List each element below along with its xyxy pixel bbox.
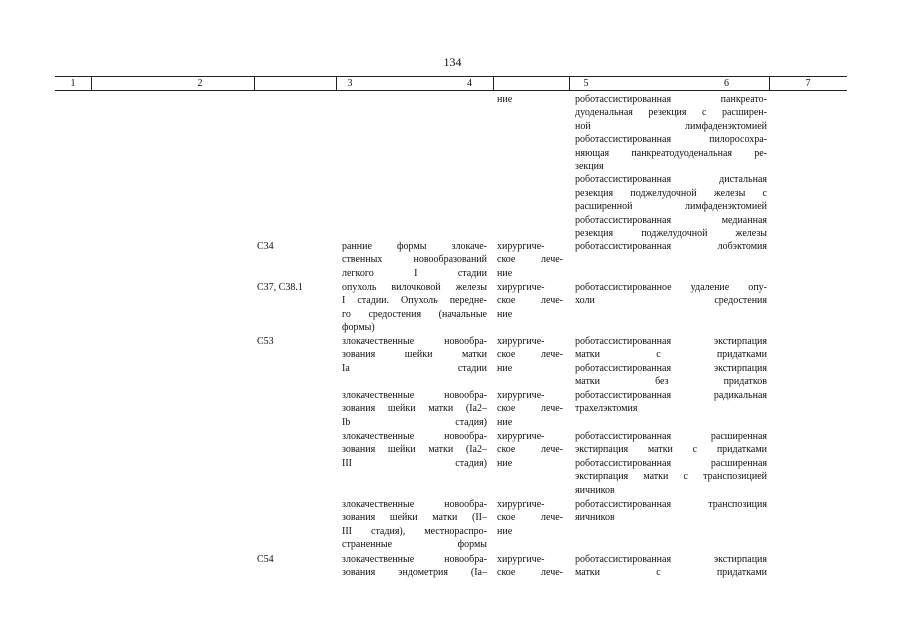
- header-col-3: 3: [347, 78, 353, 89]
- header-divider: [91, 76, 92, 90]
- cell-treatment: хирургиче- ское лече- ние: [497, 499, 563, 537]
- cell-method: роботассистированное удаление опу- холи средостения: [575, 282, 767, 307]
- cell-diagnosis: злокачественные новообра- зования шейки матки (Ia2– III стадия): [342, 431, 487, 469]
- cell-treatment: хирургиче- ское лече-: [497, 554, 563, 579]
- cell-method: роботассистированная радикальная трахелэктомия: [575, 390, 767, 415]
- header-col-4: 4: [467, 78, 472, 89]
- header-col-1: 1: [70, 78, 76, 89]
- cell-diagnosis: злокачественные новообра- зования шейки матки Ia стадии: [342, 336, 487, 374]
- header-divider: [769, 76, 770, 90]
- cell-icd-code: C37, C38.1: [257, 282, 303, 293]
- cell-icd-code: C53: [257, 336, 274, 347]
- cell-diagnosis: злокачественные новообра- зования шейки матки (Ia2– Ib стадия): [342, 390, 487, 428]
- header-divider: [493, 76, 494, 90]
- page-number: 134: [443, 55, 462, 69]
- header-divider: [254, 76, 255, 90]
- cell-treatment: хирургиче- ское лече- ние: [497, 336, 563, 374]
- cell-treatment: хирургиче- ское лече- ние: [497, 241, 563, 279]
- cell-method: роботассистированная панкреато- дуоденальная резекция с расширен- ной лимфаденэктомией роботассистированная пилоросохра- няющая панкреатодуоденальная ре- зекция роботассистированная дистальная резекция поджелудочной железы с расширенной лимфаденэктомией роботассистированная медианная резекция поджелудочной железы: [575, 94, 767, 240]
- cell-method: роботассистированная расширенная экстирпация матки с придатками роботассистированная расширенная экстирпация матки с транспозицией яичников: [575, 431, 767, 496]
- cell-method: роботассистированная экстирпация матки с придатками роботассистированная экстирпация матки без придатков: [575, 336, 767, 388]
- header-divider: [569, 76, 570, 90]
- cell-treatment: хирургиче- ское лече- ние: [497, 282, 563, 320]
- cell-method: роботассистированная транспозиция яичников: [575, 499, 767, 524]
- header-col-6: 6: [724, 78, 729, 89]
- header-col-2: 2: [197, 78, 203, 89]
- header-col-7: 7: [805, 78, 811, 89]
- cell-diagnosis: злокачественные новообра- зования шейки матки (II– III стадия), местнораспро- страненные формы: [342, 499, 487, 551]
- header-divider: [336, 76, 337, 90]
- table-header-row: [55, 76, 847, 91]
- cell-diagnosis: опухоль вилочковой железы I стадии. Опухоль передне- го средостения (начальные формы): [342, 282, 487, 334]
- cell-treatment: ние: [497, 94, 513, 105]
- header-col-5: 5: [583, 78, 589, 89]
- cell-treatment: хирургиче- ское лече- ние: [497, 390, 563, 428]
- cell-icd-code: C54: [257, 554, 274, 565]
- cell-method: роботассистированная лобэктомия: [575, 241, 767, 252]
- cell-diagnosis: злокачественные новообра- зования эндометрия (Ia–: [342, 554, 487, 579]
- cell-method: роботассистированная экстирпация матки с придатками: [575, 554, 767, 579]
- cell-treatment: хирургиче- ское лече- ние: [497, 431, 563, 469]
- cell-diagnosis: ранние формы злокаче- ственных новообразований легкого I стадии: [342, 241, 487, 279]
- cell-icd-code: C34: [257, 241, 274, 252]
